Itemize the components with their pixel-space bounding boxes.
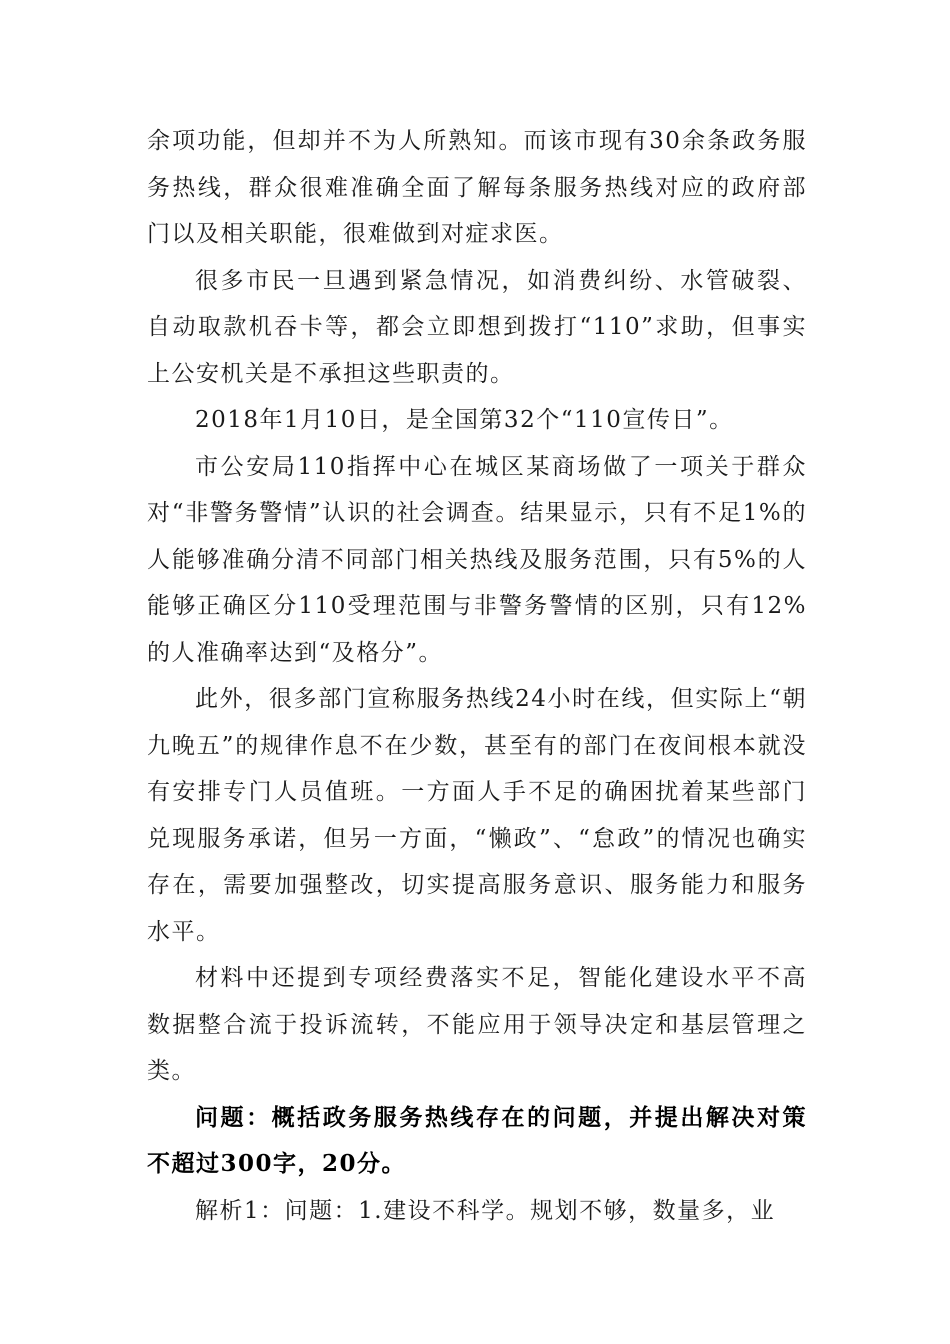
question-paragraph: 问题：概括政务服务热线存在的问题，并提出解决对策不超过300字，20分。 [147, 1103, 807, 1177]
paragraph-3: 2018年1月10日，是全国第32个“110宣传日”。 [195, 407, 734, 433]
document-body [147, 118, 807, 1234]
analysis-paragraph: 解析1：问题：1.建设不科学。规划不够，数量多，业 [195, 1197, 776, 1224]
paragraph-4: 市公安局110指挥中心在城区某商场做了一项关于群众对“非警务警情”认识的社会调查。结果显示，只有不足1%的人能够准确分清不同部门相关热线及服务范围，只有5%的人能够正确区分110受理范围与非警务警情的区别，只有12%的人准确率达到“及格分”。 [147, 453, 807, 666]
paragraph-2: 很多市民一旦遇到紧急情况，如消费纠纷、水管破裂、自动取款机吞卡等，都会立即想到拨打“110”求助，但事实上公安机关是不承担这些职责的。 [147, 267, 807, 387]
paragraph-6: 材料中还提到专项经费落实不足，智能化建设水平不高数据整合流于投诉流转，不能应用于领导决定和基层管理之类。 [147, 965, 807, 1084]
paragraph-1: 余项功能，但却并不为人所熟知。而该市现有30余条政务服务热线，群众很难准确全面了解每条服务热线对应的政府部门以及相关职能，很难做到对症求医。 [147, 128, 807, 247]
paragraph-5: 此外，很多部门宣称服务热线24小时在线，但实际上“朝九晚五”的规律作息不在少数，甚至有的部门在夜间根本就没有安排专门人员值班。一方面人手不足的确困扰着某些部门兑现服务承诺，但另一方面，“懒政”、“怠政”的情况也确实存在，需要加强整改，切实提高服务意识、服务能力和服务水平。 [147, 686, 807, 945]
